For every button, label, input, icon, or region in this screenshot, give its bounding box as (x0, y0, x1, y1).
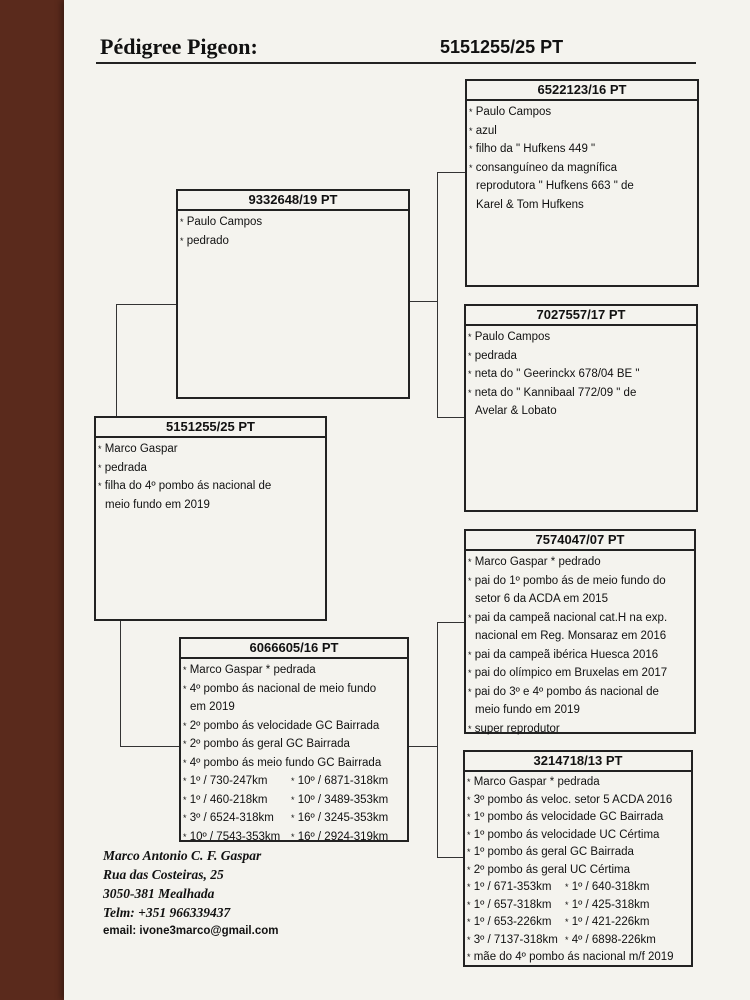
connector-subject-dam (120, 746, 180, 747)
note: em 2019 (190, 701, 235, 713)
ring-number: 3214718/13 PT (465, 752, 691, 772)
owner-city: 3050-381 Mealhada (103, 886, 215, 901)
note: 1º pombo ás geral GC Bairrada (473, 846, 634, 858)
result-row: * 1º / 671-353km * 1º / 640-318km (467, 881, 650, 893)
ring-number: 9332648/19 PT (178, 191, 408, 211)
note: consanguíneo da magnífica (475, 161, 618, 174)
connector-sire-parents (437, 172, 438, 418)
note: filha do 4º pombo ás nacional de (104, 480, 272, 492)
pigeon-card-sire-dam: 7027557/17 PT * Paulo Campos * pedrada * neta do " Geerinckx 678/04 BE " * neta do " Kannibaal 772/09 " de Avelar & Lobato (464, 304, 698, 512)
owner-color: Marco Gaspar * pedrada (473, 776, 600, 788)
note: Karel & Tom Hufkens (476, 198, 584, 211)
note: pai do 3º e 4º pombo ás nacional de (474, 685, 659, 698)
owner-name: Marco Antonio C. F. Gaspar (103, 848, 262, 863)
title-divider (96, 62, 696, 64)
color: pedrada (474, 349, 517, 362)
note: 4º pombo ás meio fundo GC Bairrada (189, 756, 382, 769)
ring-number: 6066605/16 PT (181, 639, 407, 659)
pigeon-card-dam: 6066605/16 PT * Marco Gaspar * pedrada * 4º pombo ás nacional de meio fundo em 2019 * 2º pombo ás velocidade GC Bairrada * 2º pombo ás geral GC Bairrada * 4º pombo ás meio fundo GC Bairrada * 1º / 730-247km * 10º / 6871-318km * 1º / 460-218km * 10º / 3489-353km * 3º / 6524-318km * 16º / 3245-353km * 10º / 7543-353km * 16º / 2924-319km (179, 637, 409, 842)
pigeon-card-dam-sire: 7574047/07 PT * Marco Gaspar * pedrado * pai do 1º pombo ás de meio fundo do setor 6 da ACDA em 2015 * pai da campeã nacional cat.H na exp. nacional em Reg. Monsaraz em 2016 * pai da campeã ibérica Huesca 2016 * pai do olímpico em Bruxelas em 2017 * pai do 3º e 4º pombo ás nacional de meio fundo em 2019 * super reprodutor (464, 529, 696, 734)
owner: Paulo Campos (475, 106, 552, 118)
note: meio fundo em 2019 (475, 704, 580, 716)
note: 1º pombo ás velocidade UC Cértima (473, 828, 660, 841)
owner-color: Marco Gaspar * pedrada (189, 664, 316, 676)
ring-number: 7574047/07 PT (466, 531, 694, 551)
note: 2º pombo ás velocidade GC Bairrada (189, 719, 380, 732)
connector-dam-parents (437, 857, 465, 858)
ring-number: 5151255/25 PT (96, 418, 325, 438)
connector-dam-parents (437, 622, 466, 623)
subject-ring-number: 5151255/25 PT (440, 37, 564, 57)
note: 4º pombo ás nacional de meio fundo (189, 682, 377, 695)
color: pedrada (104, 461, 147, 474)
result-row: * 3º / 6524-318km * 16º / 3245-353km (183, 812, 389, 824)
connector-dam-parents (408, 746, 437, 747)
pigeon-card-sire: 9332648/19 PT * Paulo Campos * pedrado (176, 189, 410, 399)
color: pedrado (186, 234, 229, 247)
pigeon-card-subject: 5151255/25 PT * Marco Gaspar * pedrada * filha do 4º pombo ás nacional de meio fundo em 2019 (94, 416, 327, 621)
result-row: * 3º / 7137-318km * 4º / 6898-226km (467, 933, 656, 946)
connector-dam-parents (437, 622, 438, 858)
connector-subject-sire (116, 304, 117, 417)
result-row: * 1º / 730-247km * 10º / 6871-318km (183, 775, 389, 787)
result-row: * 1º / 653-226km * 1º / 421-226km (467, 916, 650, 928)
note: super reprodutor (474, 722, 560, 735)
owner-street: Rua das Costeiras, 25 (103, 867, 224, 882)
note: pai do 1º pombo ás de meio fundo do (474, 574, 666, 587)
connector-sire-parents (409, 301, 437, 302)
connector-subject-dam (120, 620, 121, 746)
note: 1º pombo ás velocidade GC Bairrada (473, 811, 664, 823)
owner: Paulo Campos (186, 216, 263, 228)
result-row: * 10º / 7543-353km * 16º / 2924-319km (183, 830, 389, 843)
color: azul (475, 124, 497, 137)
note: Avelar & Lobato (475, 405, 557, 417)
note: filho da " Hufkens 449 " (475, 143, 596, 155)
owner-color: Marco Gaspar * pedrado (474, 556, 601, 568)
ring-number: 6522123/16 PT (467, 81, 697, 101)
owner-email: email: ivone3marco@gmail.com (103, 925, 279, 937)
result-row: * 1º / 657-318km * 1º / 425-318km (467, 898, 650, 911)
note: neta do " Kannibaal 772/09 " de (474, 386, 637, 399)
note: 2º pombo ás geral GC Bairrada (189, 738, 350, 750)
note: pai da campeã ibérica Huesca 2016 (474, 648, 659, 661)
result-row: * 1º / 460-218km * 10º / 3489-353km (183, 793, 389, 806)
note: reprodutora " Hufkens 663 " de (476, 180, 634, 192)
note: nacional em Reg. Monsaraz em 2016 (475, 630, 667, 642)
page-title: Pédigree Pigeon: (100, 34, 258, 59)
owner-address (103, 846, 278, 941)
note: 2º pombo ás geral UC Cértima (473, 863, 631, 876)
connector-subject-sire (116, 304, 178, 305)
note: meio fundo em 2019 (105, 498, 210, 511)
owner: Paulo Campos (474, 331, 551, 343)
pigeon-card-sire-sire: 6522123/16 PT * Paulo Campos * azul * filho da " Hufkens 449 " * consanguíneo da magnífica reprodutora " Hufkens 663 " de Karel & Tom Hufkens (465, 79, 699, 287)
note: neta do " Geerinckx 678/04 BE " (474, 368, 640, 380)
connector-sire-parents (437, 417, 466, 418)
owner: Marco Gaspar (104, 443, 178, 455)
note: pai do olímpico em Bruxelas em 2017 (474, 667, 668, 679)
owner-phone: Telm: +351 966339437 (103, 905, 231, 920)
note: 3º pombo ás veloc. setor 5 ACDA 2016 (473, 793, 673, 806)
pigeon-card-dam-dam: 3214718/13 PT * Marco Gaspar * pedrada * 3º pombo ás veloc. setor 5 ACDA 2016 * 1º pombo ás velocidade GC Bairrada * 1º pombo ás velocidade UC Cértima * 1º pombo ás geral GC Bairrada * 2º pombo ás geral UC Cértima * 1º / 671-353km * 1º / 640-318km * 1º / 657-318km * 1º / 425-318km * 1º / 653-226km * 1º / 421-226km * 3º / 7137-318km * 4º / 6898-226km * mãe do 4º pombo ás nacional m/f 2019 (463, 750, 693, 967)
connector-sire-parents (437, 172, 466, 173)
ring-number: 7027557/17 PT (466, 306, 696, 326)
note: setor 6 da ACDA em 2015 (475, 593, 608, 605)
note: mãe do 4º pombo ás nacional m/f 2019 (473, 951, 674, 963)
note: pai da campeã nacional cat.H na exp. (474, 611, 668, 624)
